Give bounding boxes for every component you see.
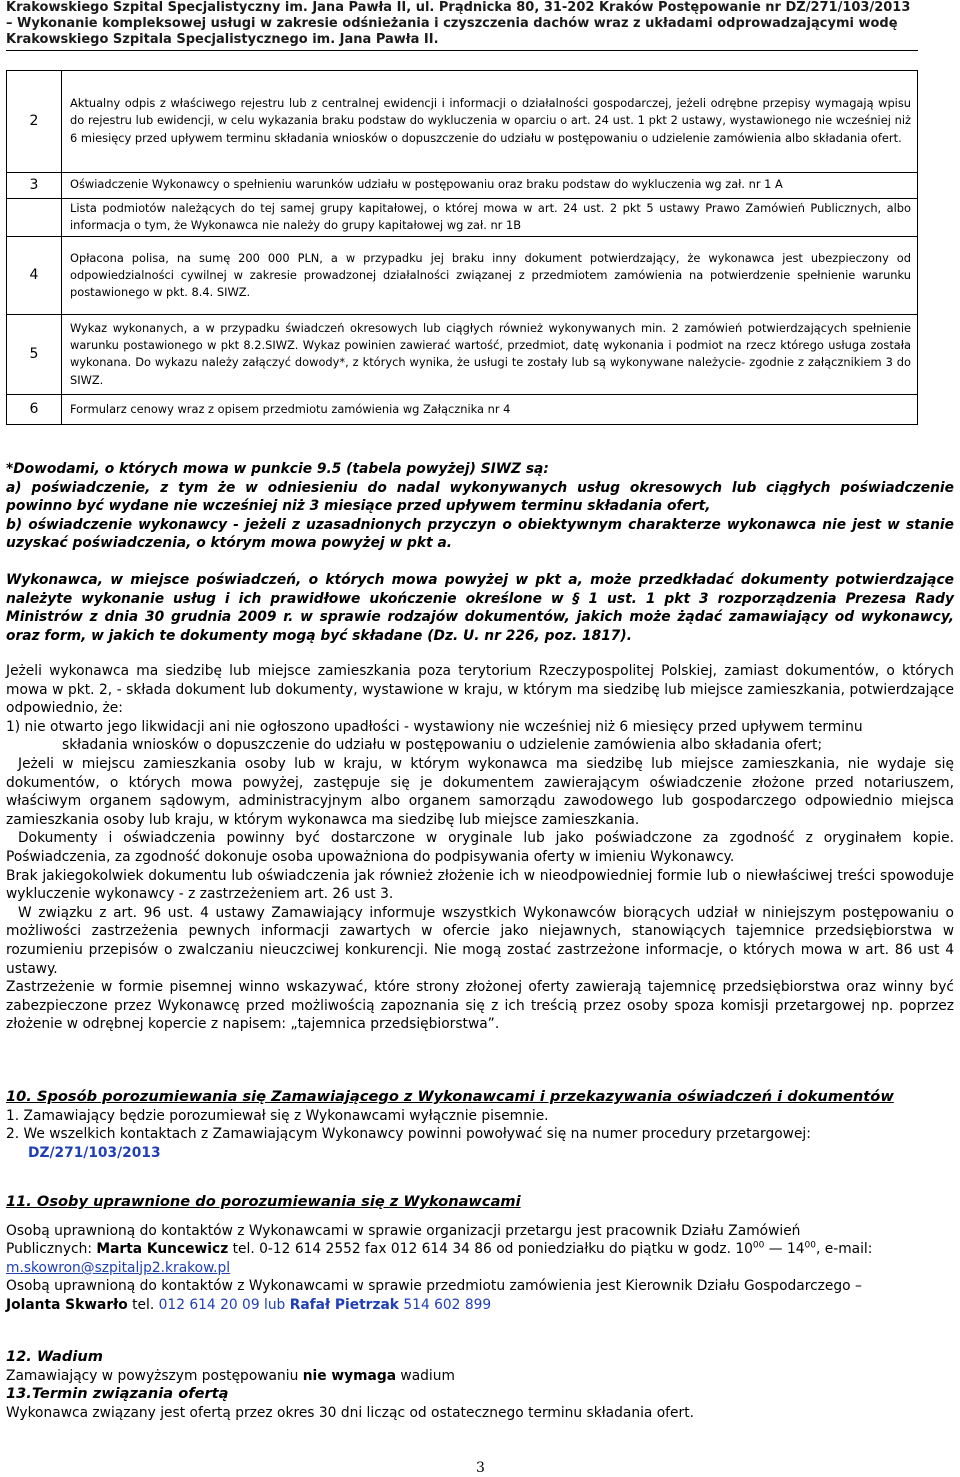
section-10 bbox=[6, 1088, 954, 1162]
row-number: 3 bbox=[7, 173, 62, 199]
page-number: 3 bbox=[476, 1460, 485, 1476]
email-line bbox=[6, 1259, 954, 1278]
section-13-text: Wykonawca związany jest ofertą przez okres 30 dni licząc od ostatecznego terminu składania ofert. bbox=[6, 1404, 694, 1421]
section-10-title: 10. Sposób porozumiewania się Zamawiającego z Wykonawcami i przekazywania oświadczeń i dokumentów bbox=[6, 1088, 894, 1105]
email-link[interactable]: m.skowron@szpitaljp2.krakow.pl bbox=[6, 1259, 231, 1276]
section-12-title: 12. Wadium bbox=[6, 1348, 103, 1365]
contact-line-2 bbox=[6, 1240, 954, 1259]
paragraph-reservation: Zastrzeżenie w formie pisemnej winno wskazywać, które strony złożonej oferty zawierają tajemnicę przedsiębiorstwa oraz winny być zabezpieczone przez Wykonawcę przed możliwością zapoznania się z ich treścią przez osoby spoza komisji przetargowej np. poprzez złożenie w odrębnej kopercie z napisem: „tajemnica przedsiębiorstwa”. bbox=[6, 979, 954, 1033]
contact-label: Publicznych: bbox=[6, 1241, 97, 1258]
row-number: 6 bbox=[7, 395, 62, 425]
contact-name-3: Rafał Pietrzak bbox=[289, 1296, 399, 1313]
row-number: 4 bbox=[7, 237, 62, 315]
table-row bbox=[7, 173, 918, 199]
contact-phone-hours: tel. 0-12 614 2552 fax 012 614 34 86 od poniedziałku do piątku w godz. 10 bbox=[228, 1241, 753, 1258]
table-row bbox=[7, 199, 918, 237]
section-11-title: 11. Osoby uprawnione do porozumiewania się z Wykonawcami bbox=[6, 1193, 521, 1210]
procedure-number: DZ/271/103/2013 bbox=[28, 1144, 161, 1161]
paragraph-missing-docs: Brak jakiegokolwiek dokumentu lub oświadczenia jak również złożenie ich w nieodpowiedniej formie lub o niewłaściwej treści spowoduje wykluczenie wykonawcy - z zastrzeżeniem art. 26 ust 3. bbox=[6, 867, 954, 903]
tel-label: tel. bbox=[127, 1296, 159, 1313]
main-text bbox=[6, 662, 954, 1034]
contact-line-1: Osobą uprawnioną do kontaktów z Wykonawcami w sprawie organizacji przetargu jest pracownik Działu Zamówień bbox=[6, 1222, 801, 1239]
contact-line-3: Osobą uprawnioną do kontaktów z Wykonawcami w sprawie przedmiotu zamówienia jest Kierownik Działu Gospodarczego – bbox=[6, 1278, 862, 1295]
paragraph-originals: Dokumenty i oświadczenia powinny być dostarczone w oryginale lub jako poświadczone za zgodność z oryginałem kopie. Poświadczenia, za zgodność dokonuje osoba upoważniona do podpisywania oferty w imieniu Wykonawcy. bbox=[6, 830, 954, 865]
paragraph-foreign-item-1-cont: składania wniosków o dopuszczenie do udziału w postępowaniu o udzielenie zamówienia albo składania ofert; bbox=[62, 737, 823, 754]
wadium-text-b: nie wymaga bbox=[302, 1367, 397, 1384]
contact-name-2: Jolanta Skwarło bbox=[6, 1296, 128, 1313]
contact-name-1: Marta Kuncewicz bbox=[96, 1241, 229, 1258]
paragraph-notary: Jeżeli w miejscu zamieszkania osoby lub w kraju, w którym wykonawca ma siedzibę lub miejsce zamieszkania, nie wydaje się dokumentów, o których mowa powyżej, zastępuje się je dokumentem zawierającym oświadczenie złożone przed notariuszem, właściwym organem sądowym, administracyjnym albo organem samorządu zawodowego lub gospodarczego odpowiednio miejsca zamieszkania osoby lub kraju, w którym wykonawca ma siedzibę lub miejsce zamieszkania. bbox=[6, 755, 954, 828]
page-header bbox=[6, 0, 956, 48]
footnote-title: *Dowodami, o których mowa w punkcie 9.5 (tabela powyżej) SIWZ są: bbox=[6, 461, 549, 477]
section-10-item-2: 2. We wszelkich kontaktach z Zamawiającym Wykonawcy powinni powoływać się na numer procedury przetargowej: bbox=[6, 1126, 811, 1143]
paragraph-art-96: W związku z art. 96 ust. 4 ustawy Zamawiający informuje wszystkich Wykonawców biorących udział w niniejszym postępowaniu o możliwości zastrzeżenia pewnych informacji zawartych w ofercie jako niejawnych, stanowiących tajemnice przedsiębiorstwa w rozumieniu przepisów o zwalczaniu nieuczciwej konkurencji. Nie mogą zostać zastrzeżone informacje, o których mowa w art. 86 ust 4 ustawy. bbox=[6, 904, 954, 977]
hour-dash: — 14 bbox=[764, 1241, 805, 1258]
section-10-item-1: 1. Zamawiający będzie porozumiewał się z Wykonawcami wyłącznie pisemnie. bbox=[6, 1107, 549, 1124]
header-line-3: Krakowskiego Szpitala Specjalistycznego im. Jana Pawła II. bbox=[6, 32, 439, 47]
hour-to-sup: 00 bbox=[804, 1240, 816, 1251]
row-text: Wykaz wykonanych, a w przypadku świadczeń okresowych lub ciągłych również wykonywanych min. 2 zamówień potwierdzających spełnienie warunku postawionego w pkt 8.2.SIWZ. Wykaz powinien zawierać wartość, przedmiot, datę wykonania i podmiot na rzecz którego usługa została wykonana. Do wykazu należy załączyć dowody*, z których wynika, że usługi te zostały lub są wykonywane należycie- zgodnie z załącznikiem 3 do SIWZ. bbox=[62, 315, 918, 395]
wadium-text bbox=[6, 1367, 954, 1386]
row-number: 2 bbox=[7, 71, 62, 173]
phone-number-2: 012 614 20 09 bbox=[158, 1296, 260, 1313]
row-text: Lista podmiotów należących do tej samej grupy kapitałowej, o której mowa w art. 24 ust. 2 pkt 5 ustawy Prawo Zamówień Publicznych, albo informacja o tym, że Wykonawca nie należy do grupy kapitałowej wg zał. nr 1B bbox=[62, 199, 918, 237]
or-label: lub bbox=[259, 1296, 290, 1313]
section-12 bbox=[6, 1348, 954, 1422]
row-text: Aktualny odpis z właściwego rejestru lub z centralnej ewidencji i informacji o działalności gospodarczej, jeżeli odrębne przepisy wymagają wpisu do rejestru lub ewidencji, w celu wykazania braku podstaw do wykluczenia w oparciu o art. 24 ust. 1 pkt 2 ustawy, wystawionego nie wcześniej niż 6 miesięcy przed upływem terminu składania wniosków o dopuszczenie do udziału w postępowaniu o udzielenie zamówienia albo składania ofert. bbox=[62, 71, 918, 173]
footnote-block bbox=[6, 460, 954, 553]
row-text: Oświadczenie Wykonawcy o spełnieniu warunków udziału w postępowaniu oraz braku podstaw do wykluczenia wg zał. nr 1 A bbox=[62, 173, 918, 199]
section-11 bbox=[6, 1193, 954, 1315]
header-line-2: – Wykonanie kompleksowej usługi w zakresie odśnieżania i czyszczenia dachów wraz z układami odprowadzającymi wodę bbox=[6, 16, 898, 31]
email-label: , e-mail: bbox=[815, 1241, 873, 1258]
table-row bbox=[7, 237, 918, 315]
footnote-item-b: b) oświadczenie wykonawcy - jeżeli z uzasadnionych przyczyn o obiektywnym charakterze wykonawca nie jest w stanie uzyskać poświadczenia, o którym mowa powyżej w pkt a. bbox=[6, 516, 954, 552]
footnote-item-a: a) poświadczenie, z tym że w odniesieniu do nadal wykonywanych usług okresowych lub ciągłych poświadczenie powinno być wydane nie wcześniej niż 3 miesiące przed upływem terminu składania ofert, bbox=[6, 479, 954, 515]
section-13-title: 13.Termin związania ofertą bbox=[6, 1385, 229, 1403]
table-row bbox=[7, 395, 918, 425]
row-number: 5 bbox=[7, 315, 62, 395]
row-number bbox=[7, 199, 62, 237]
table-row bbox=[7, 315, 918, 395]
hour-from-sup: 00 bbox=[752, 1240, 765, 1251]
row-text: Formularz cenowy wraz z opisem przedmiotu zamówienia wg Załącznika nr 4 bbox=[62, 395, 918, 425]
row-text: Opłacona polisa, na sumę 200 000 PLN, a w przypadku jej braku inny dokument potwierdzający, że wykonawca jest ubezpieczony od odpowiedzialności cywilnej w zakresie prowadzonej działalności związanej z przedmiotem zamówienia na potwierdzenie spełnienie warunku postawionego w pkt. 8.4. SIWZ. bbox=[62, 237, 918, 315]
paragraph-foreign: Jeżeli wykonawca ma siedzibę lub miejsce zamieszkania poza terytorium Rzeczypospolitej Polskiej, zamiast dokumentów, o których mowa w pkt. 2, - składa dokument lub dokumenty, wystawione w kraju, w którym ma siedzibę lub miejsce zamieszkania, potwierdzające odpowiednio, że: bbox=[6, 663, 954, 717]
bold-paragraph: Wykonawca, w miejsce poświadczeń, o których mowa powyżej w pkt a, może przedkładać dokumenty potwierdzające należyte wykonanie usług i ich prawidłowe ukończenie określone w § 1 ust. 1 pkt 3 rozporządzenia Prezesa Rady Ministrów z dnia 30 grudnia 2009 r. w sprawie rodzajów dokumentów, jakich może żądać zamawiający od wykonawcy, oraz form, w jakich te dokumenty mogą być składane (Dz. U. nr 226, poz. 1817). bbox=[6, 572, 954, 644]
wadium-text-c: wadium bbox=[396, 1367, 455, 1384]
header-line-1: Krakowskiego Szpital Specjalistyczny im. Jana Pawła II, ul. Prądnicka 80, 31-202 Kraków Postępowanie nr DZ/271/103/2013 bbox=[6, 0, 911, 15]
header-rule bbox=[6, 50, 918, 51]
wadium-text-a: Zamawiający w powyższym postępowaniu bbox=[6, 1367, 303, 1384]
paragraph-foreign-item-1: 1) nie otwarto jego likwidacji ani nie ogłoszono upadłości - wystawiony nie wcześniej niż 6 miesięcy przed upływem terminu bbox=[6, 718, 863, 735]
table-row bbox=[7, 71, 918, 173]
contact-line-4 bbox=[6, 1296, 954, 1315]
phone-number-3: 514 602 899 bbox=[399, 1296, 492, 1313]
documents-table bbox=[6, 70, 918, 425]
